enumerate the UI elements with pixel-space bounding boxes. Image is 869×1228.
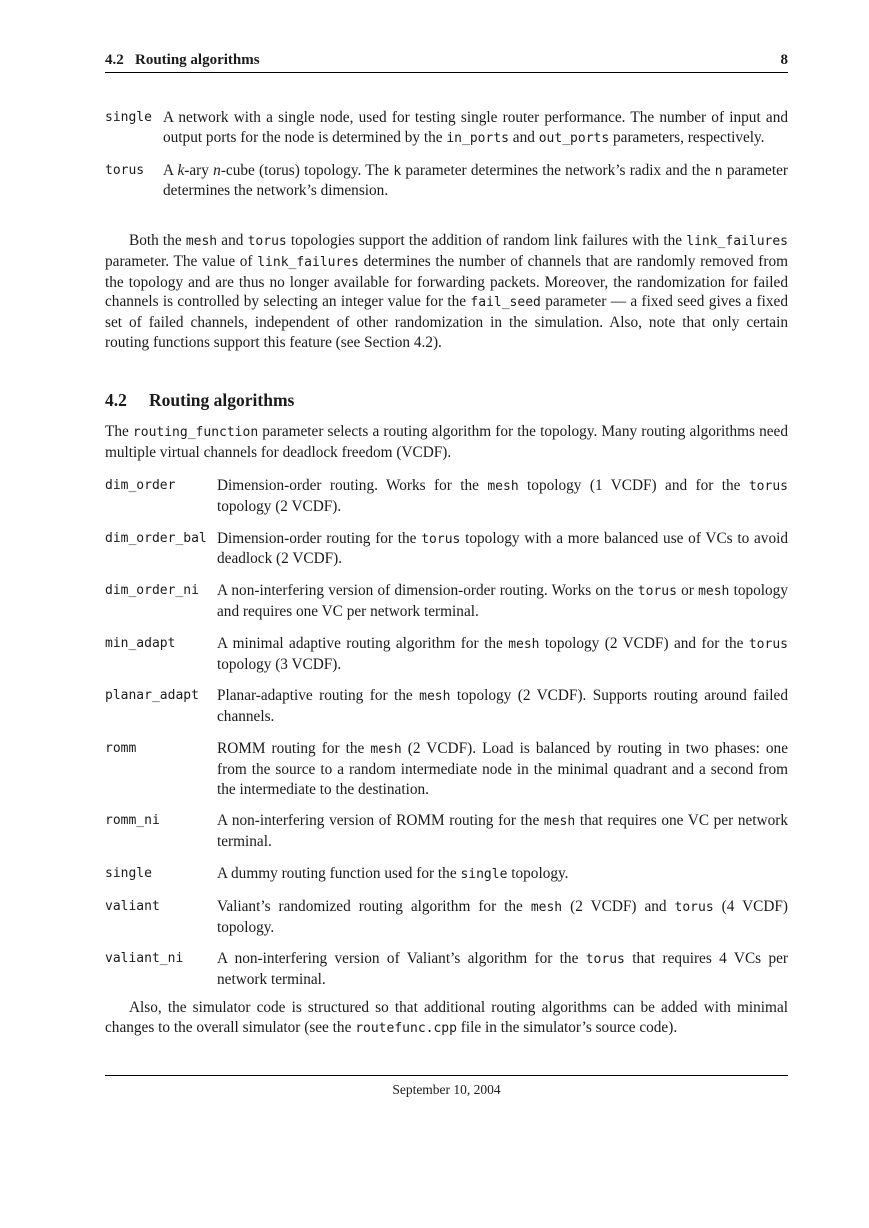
- section-title: Routing algorithms: [149, 390, 295, 410]
- term-dim-order-ni: dim_order_ni: [105, 583, 199, 599]
- definition: [217, 634, 788, 675]
- code: mesh: [543, 814, 576, 830]
- term-single: single: [105, 110, 152, 125]
- term-dim-order: dim_order: [105, 478, 176, 493]
- code-routing-function: routing_function: [132, 425, 259, 440]
- list-item: [105, 739, 788, 799]
- text: Dimension-order routing. Works for the: [217, 477, 488, 494]
- definition: [217, 476, 788, 517]
- code-fail-seed: fail_seed: [470, 295, 541, 311]
- text: topology and requires one VC per network terminal.: [217, 582, 788, 620]
- param-in-ports: in_ports: [446, 130, 509, 146]
- text: and: [217, 232, 248, 249]
- term-valiant-ni: valiant_ni: [105, 951, 184, 967]
- text: topology (2 VCDF). Supports routing around failed channels.: [217, 687, 788, 726]
- code-link-failures: link_failures: [686, 234, 788, 249]
- text: Both the: [129, 232, 186, 249]
- section-heading: [105, 390, 294, 411]
- paragraph-routing-intro: [105, 422, 788, 463]
- term-single: single: [105, 865, 152, 881]
- list-item: [105, 581, 788, 622]
- term-romm-ni: romm_ni: [105, 813, 160, 829]
- term-dim-order-bal: dim_order_bal: [105, 530, 207, 546]
- definition: [217, 686, 788, 727]
- list-item: [105, 949, 788, 990]
- text: file in the simulator’s source code).: [456, 1018, 678, 1036]
- definition: [217, 949, 788, 990]
- text: topology (2 VCDF) and for the: [539, 634, 749, 652]
- list-item: [105, 529, 788, 570]
- param-out-ports: out_ports: [538, 130, 610, 146]
- list-item: [105, 864, 788, 885]
- list-item: [105, 811, 788, 852]
- paragraph-extensibility: [105, 998, 788, 1039]
- code-link-failures: link_failures: [257, 254, 359, 270]
- text: A non-interfering version of ROMM routing for the: [217, 812, 544, 830]
- list-item: [105, 161, 788, 202]
- text: ROMM routing for the: [217, 739, 371, 757]
- code: mesh: [530, 899, 563, 915]
- text: -ary: [184, 161, 214, 179]
- text: determines the number of channels that are randomly removed from the topology and are thus no longer available for forwarding packets. Moreover, the randomization for failed channels is controlled by selecting an integer value for the: [105, 252, 789, 311]
- definition: [217, 864, 788, 885]
- list-item: [105, 634, 788, 675]
- text: or: [676, 582, 699, 600]
- text: that requires one VC per network terminal.: [217, 812, 788, 851]
- code: mesh: [508, 636, 540, 652]
- text: The: [105, 423, 133, 440]
- list-item: [105, 476, 788, 517]
- term-valiant: valiant: [105, 898, 160, 914]
- text: that requires 4 VCs per network terminal.: [217, 950, 788, 989]
- term-romm: romm: [105, 740, 137, 756]
- header-section: 4.2 Routing algorithms: [105, 52, 260, 68]
- text: A dummy routing function used for the: [217, 864, 461, 882]
- term-planar-adapt: planar_adapt: [105, 688, 199, 704]
- routing-list: [105, 476, 788, 990]
- code: torus: [748, 479, 788, 494]
- definition: [217, 739, 788, 799]
- definition-single: [163, 108, 788, 149]
- param-k: k: [393, 163, 402, 179]
- footer-rule: [105, 1075, 788, 1076]
- list-item: [105, 897, 788, 938]
- code: torus: [674, 899, 714, 915]
- definition: [217, 529, 788, 570]
- text: topology with a more balanced use of VCs to avoid deadlock (2 VCDF).: [217, 529, 788, 568]
- text: A non-interfering version of Valiant’s algorithm for the: [217, 950, 586, 968]
- text: topologies support the addition of random link failures with the: [286, 232, 687, 249]
- text: -cube (torus) topology. The: [220, 161, 394, 179]
- text: and: [508, 128, 539, 146]
- text: parameter — a fixed seed gives a fixed set of failed channels, independent of other randomization in the simulation. Also, note that only certain routing functions support this feature (see Section 4.2).: [105, 293, 788, 351]
- text: Planar-adaptive routing for the: [217, 687, 420, 705]
- code-mesh: mesh: [185, 234, 218, 249]
- text: topology.: [507, 864, 569, 882]
- list-item: [105, 686, 788, 727]
- text: (4 VCDF) topology.: [217, 897, 789, 936]
- code: mesh: [487, 479, 519, 494]
- text: parameter. The value of: [105, 252, 258, 270]
- section-number: 4.2: [105, 390, 127, 410]
- list-item: [105, 108, 788, 149]
- definition: [217, 897, 788, 938]
- code-routefunc: routefunc.cpp: [355, 1020, 457, 1036]
- text: topology (2 VCDF).: [217, 497, 342, 515]
- topology-list: [105, 108, 788, 201]
- text: A: [163, 161, 178, 179]
- math-k: k: [177, 161, 185, 179]
- text: A network with a single node, used for testing single router performance. The number of input and output ports for the node is determined by the: [163, 109, 788, 146]
- term-torus: torus: [105, 162, 145, 178]
- header-page-number: 8: [780, 52, 788, 68]
- text: (2 VCDF) and: [562, 897, 675, 915]
- paragraph-link-failures: [105, 231, 788, 353]
- text: A minimal adaptive routing algorithm for the: [217, 634, 509, 652]
- running-header: [105, 52, 788, 73]
- definition-torus: [163, 161, 788, 202]
- text: Dimension-order routing for the: [217, 529, 422, 547]
- text: topology (1 VCDF) and for the: [518, 477, 749, 494]
- term-min-adapt: min_adapt: [105, 635, 176, 651]
- code: single: [460, 866, 508, 882]
- code: torus: [421, 531, 461, 547]
- code: mesh: [698, 584, 730, 600]
- param-n: n: [714, 163, 723, 179]
- code: torus: [748, 636, 788, 652]
- math-n: n: [213, 161, 221, 179]
- text: parameter determines the network’s radix and the: [401, 161, 715, 179]
- text: Valiant’s randomized routing algorithm for the: [217, 897, 531, 915]
- code: torus: [585, 952, 625, 968]
- text: parameter selects a routing algorithm for the topology. Many routing algorithms need multiple virtual channels for deadlock freedom (VCDF).: [105, 423, 788, 461]
- text: Also, the simulator code is structured so that additional routing algorithms can be added with minimal changes to the overall simulator (see the: [105, 999, 788, 1036]
- code: mesh: [370, 741, 402, 757]
- text: topology (3 VCDF).: [217, 655, 342, 673]
- text: (2 VCDF). Load is balanced by routing in two phases: one from the source to a random intermediate node in the minimal quadrant and a second from the intermediate to the destination.: [217, 739, 788, 798]
- code: mesh: [419, 689, 451, 705]
- text: A non-interfering version of dimension-order routing. Works on the: [217, 582, 638, 600]
- footer-date: September 10, 2004: [392, 1082, 501, 1097]
- code: torus: [637, 584, 677, 600]
- code-torus: torus: [247, 234, 287, 249]
- text: parameter determines the network’s dimension.: [163, 161, 788, 200]
- text: parameters, respectively.: [609, 128, 765, 146]
- definition: [217, 811, 788, 852]
- definition: [217, 581, 788, 622]
